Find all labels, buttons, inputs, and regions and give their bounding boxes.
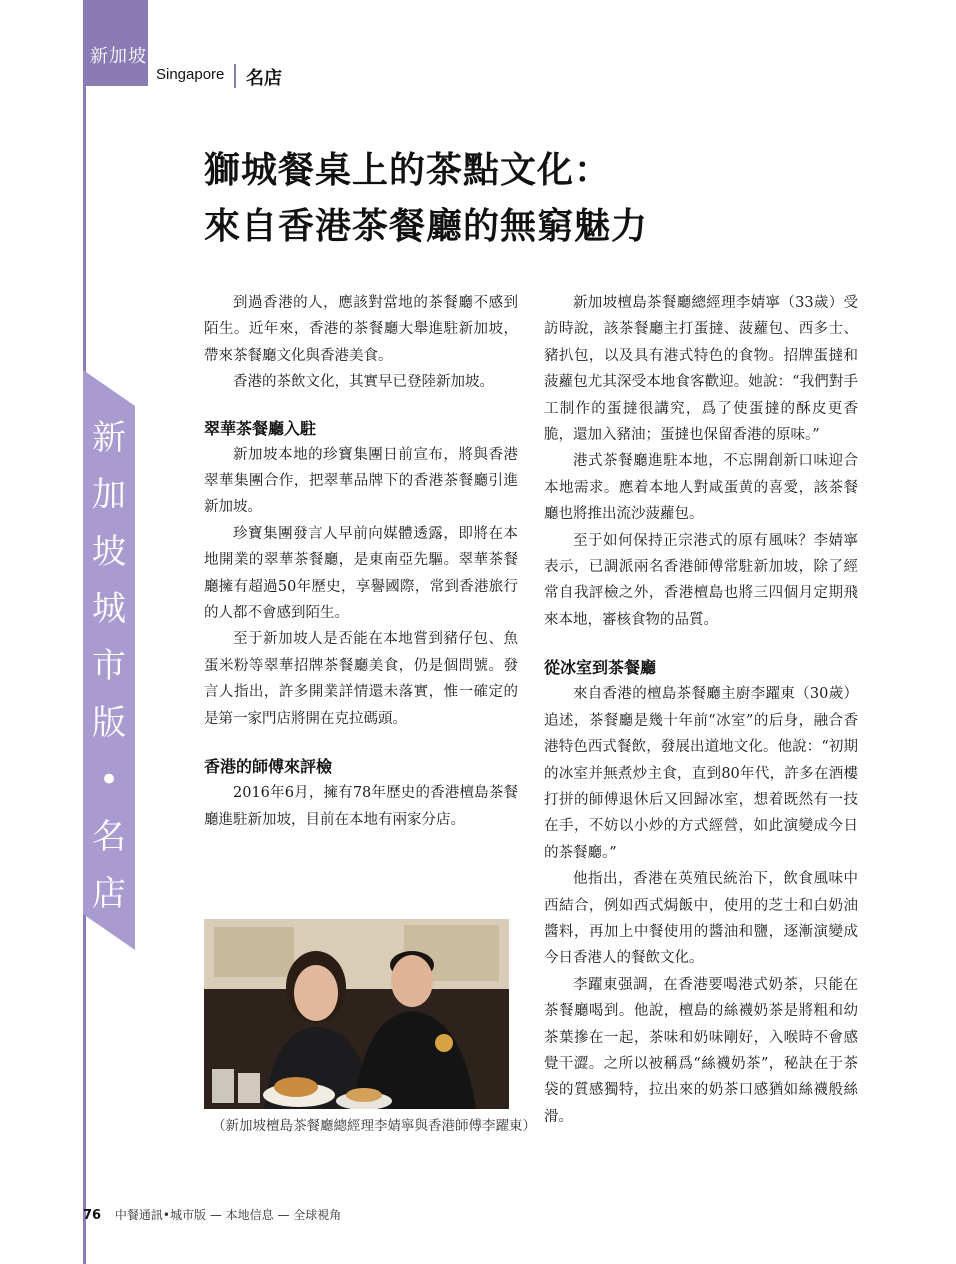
vertical-char: 新 [92, 418, 126, 458]
footer-text: 中餐通訊•城市版 — 本地信息 — 全球視角 [114, 1208, 342, 1222]
vertical-char: 坡 [92, 532, 126, 572]
page-footer [83, 1206, 341, 1223]
header-divider [234, 64, 236, 88]
paragraph: 至于新加坡人是否能在本地嘗到豬仔包、魚蛋米粉等翠華招牌茶餐廳美食，仍是個問號。發言人指出，許多開業詳情還未落實，惟一確定的是第一家門店將開在克拉碼頭。 [204, 631, 518, 727]
title-line-1: 獅城餐桌上的茶點文化： [204, 149, 612, 191]
section-heading: 從冰室到茶餐廳 [544, 658, 657, 678]
paragraph: 新加坡檀島茶餐廳總經理李婧寧（33歲）受訪時說，該茶餐廳主打蛋撻、菠蘿包、西多士、豬扒包，以及具有港式特色的食物。招牌蛋撻和菠蘿包尤其深受本地食客歡迎。她說：“我們對手工制作的蛋撻很講究，爲了使蛋撻的酥皮更香脆，還加入豬油；蛋撻也保留香港的原味。” [544, 295, 858, 444]
paragraph: 香港的茶飲文化，其實早已登陸新加坡。 [233, 374, 494, 391]
region-tag: 新加坡 [90, 46, 147, 67]
vertical-char: 店 [92, 874, 126, 914]
vertical-char: 版 [92, 703, 126, 743]
section-heading: 翠華茶餐廳入駐 [204, 418, 317, 438]
paragraph: 2016年6月，擁有78年歷史的香港檀島茶餐廳進駐新加坡，目前在本地有兩家分店。 [204, 785, 518, 828]
page-number: 76 [83, 1208, 102, 1223]
paragraph: 珍寶集團發言人早前向媒體透露，即將在本地開業的翠華茶餐廳，是東南亞先驅。翠華茶餐廳擁有超過50年歷史，享譽國際，常到香港旅行的人都不會感到陌生。 [204, 525, 518, 622]
paragraph: 到過香港的人，應該對當地的茶餐廳不感到陌生。近年來，香港的茶餐廳大舉進駐新加坡，帶來茶餐廳文化與香港美食。 [204, 295, 518, 364]
paragraph: 港式茶餐廳進駐本地，不忘開創新口味迎合本地需求。應着本地人對咸蛋黄的喜愛，該茶餐廳也將推出流沙菠蘿包。 [544, 453, 858, 523]
photo-caption: （新加坡檀島茶餐廳總經理李婧寧與香港師傅李躍東） [212, 1118, 536, 1134]
header-section: 名店 [246, 68, 282, 89]
right-column [544, 290, 858, 1130]
vertical-char: 名 [92, 817, 126, 857]
vertical-char: 市 [92, 646, 126, 686]
paragraph: 李躍東强調，在香港要喝港式奶茶，只能在茶餐廳喝到。他說，檀島的絲襪奶茶是將粗和幼茶葉摻在一起，茶味和奶味剛好，入喉時不會感覺干澀。之所以被稱爲“絲襪奶茶”，秘訣在于茶袋的質感獨特，拉出來的奶茶口感猶如絲襪般絲滑。 [544, 976, 858, 1125]
paragraph: 他指出，香港在英殖民統治下，飲食風味中西結合，例如西式焗飯中，使用的芝士和白奶油醬料，再加上中餐使用的醬油和鹽，逐漸演變成今日香港人的餐飲文化。 [544, 871, 858, 967]
vertical-char: 加 [92, 475, 126, 515]
title-line-2: 來自香港茶餐廳的無窮魅力 [204, 205, 649, 247]
vertical-char: 城 [92, 589, 126, 629]
article-title [204, 142, 764, 254]
paragraph: 新加坡本地的珍寶集團日前宣布，將與香港翠華集團合作，把翠華品牌下的香港茶餐廳引進新加坡。 [204, 446, 518, 516]
section-heading: 香港的師傅來評檢 [204, 757, 333, 777]
article-photo [204, 919, 509, 1109]
vertical-label [83, 410, 135, 923]
vertical-dot: • [98, 760, 120, 800]
paragraph: 至于如何保持正宗港式的原有風味？李婧寧表示，已調派兩名香港師傅常駐新加坡，除了經常自我評檢之外，香港檀島也將三四個月定期飛來本地，審核食物的品質。 [544, 532, 858, 628]
paragraph: 來自香港的檀島茶餐廳主廚李躍東（30歲）追述，茶餐廳是幾十年前“冰室”的后身，融合香港特色西式餐飲，發展出道地文化。他說：“初期的冰室并無煮炒主食，直到80年代，許多在酒樓打拼的師傅退休后又回歸冰室，想着既然有一技在手，不妨以小炒的方式經營，如此演變成今日的茶餐廳。” [544, 686, 858, 861]
header-english: Singapore [156, 66, 225, 83]
left-column [204, 290, 518, 833]
photo-illustration [204, 919, 509, 1109]
